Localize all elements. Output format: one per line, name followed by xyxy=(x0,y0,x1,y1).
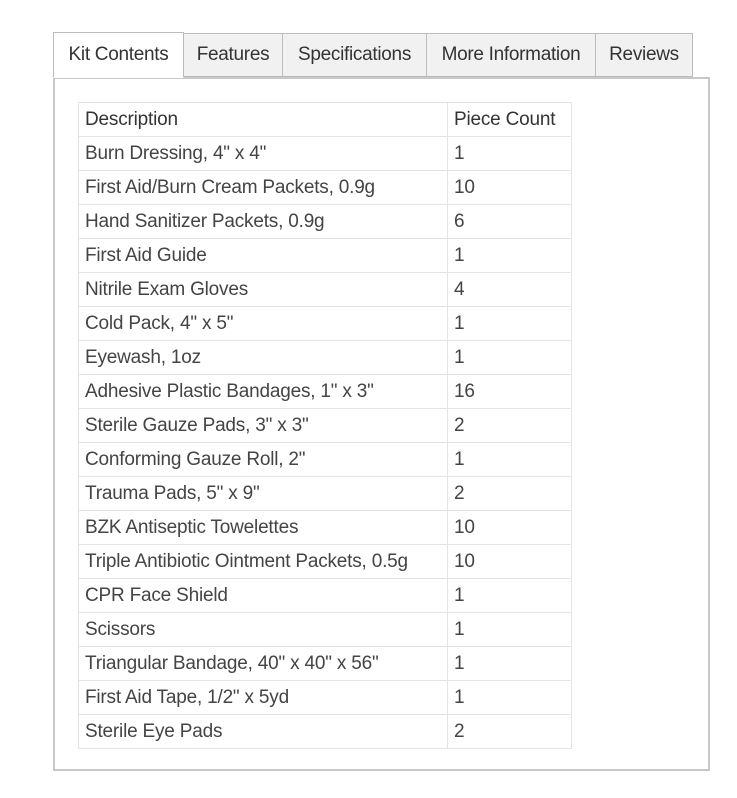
item-description: First Aid/Burn Cream Packets, 0.9g xyxy=(79,171,448,205)
item-description: Cold Pack, 4" x 5" xyxy=(79,307,448,341)
item-piece-count: 1 xyxy=(448,137,572,171)
item-piece-count: 2 xyxy=(448,715,572,749)
table-row xyxy=(79,171,572,205)
table-row xyxy=(79,647,572,681)
table-row xyxy=(79,545,572,579)
table-row xyxy=(79,443,572,477)
item-description: Conforming Gauze Roll, 2" xyxy=(79,443,448,477)
item-description: CPR Face Shield xyxy=(79,579,448,613)
tab-features[interactable]: Features xyxy=(184,33,283,77)
item-description: First Aid Tape, 1/2" x 5yd xyxy=(79,681,448,715)
item-description: Trauma Pads, 5" x 9" xyxy=(79,477,448,511)
item-description: Eyewash, 1oz xyxy=(79,341,448,375)
item-piece-count: 10 xyxy=(448,545,572,579)
product-tabs xyxy=(53,32,693,78)
table-row xyxy=(79,477,572,511)
item-piece-count: 1 xyxy=(448,579,572,613)
item-piece-count: 4 xyxy=(448,273,572,307)
item-description: Nitrile Exam Gloves xyxy=(79,273,448,307)
item-description: Sterile Eye Pads xyxy=(79,715,448,749)
table-row xyxy=(79,613,572,647)
item-piece-count: 1 xyxy=(448,647,572,681)
table-row xyxy=(79,375,572,409)
item-piece-count: 16 xyxy=(448,375,572,409)
table-row xyxy=(79,273,572,307)
table-row xyxy=(79,511,572,545)
item-description: Hand Sanitizer Packets, 0.9g xyxy=(79,205,448,239)
item-piece-count: 10 xyxy=(448,171,572,205)
item-description: Scissors xyxy=(79,613,448,647)
item-description: Triangular Bandage, 40" x 40" x 56" xyxy=(79,647,448,681)
item-description: Triple Antibiotic Ointment Packets, 0.5g xyxy=(79,545,448,579)
item-piece-count: 10 xyxy=(448,511,572,545)
item-piece-count: 1 xyxy=(448,443,572,477)
column-header-description: Description xyxy=(79,103,448,137)
item-description: Sterile Gauze Pads, 3" x 3" xyxy=(79,409,448,443)
column-header-piece-count: Piece Count xyxy=(448,103,572,137)
item-description: Adhesive Plastic Bandages, 1" x 3" xyxy=(79,375,448,409)
item-piece-count: 2 xyxy=(448,409,572,443)
tab-specifications[interactable]: Specifications xyxy=(283,33,427,77)
tab-reviews[interactable]: Reviews xyxy=(596,33,693,77)
item-description: Burn Dressing, 4" x 4" xyxy=(79,137,448,171)
table-row xyxy=(79,239,572,273)
kit-contents-table xyxy=(78,102,572,749)
item-piece-count: 1 xyxy=(448,239,572,273)
item-description: First Aid Guide xyxy=(79,239,448,273)
item-piece-count: 1 xyxy=(448,307,572,341)
item-piece-count: 6 xyxy=(448,205,572,239)
tab-kit-contents[interactable]: Kit Contents xyxy=(53,32,184,78)
table-row xyxy=(79,579,572,613)
table-row xyxy=(79,341,572,375)
table-row xyxy=(79,715,572,749)
table-row xyxy=(79,307,572,341)
item-piece-count: 2 xyxy=(448,477,572,511)
table-row xyxy=(79,205,572,239)
table-header-row xyxy=(79,103,572,137)
tab-more-information[interactable]: More Information xyxy=(427,33,596,77)
item-piece-count: 1 xyxy=(448,681,572,715)
item-description: BZK Antiseptic Towelettes xyxy=(79,511,448,545)
item-piece-count: 1 xyxy=(448,341,572,375)
item-piece-count: 1 xyxy=(448,613,572,647)
table-row xyxy=(79,681,572,715)
table-row xyxy=(79,409,572,443)
table-row xyxy=(79,137,572,171)
